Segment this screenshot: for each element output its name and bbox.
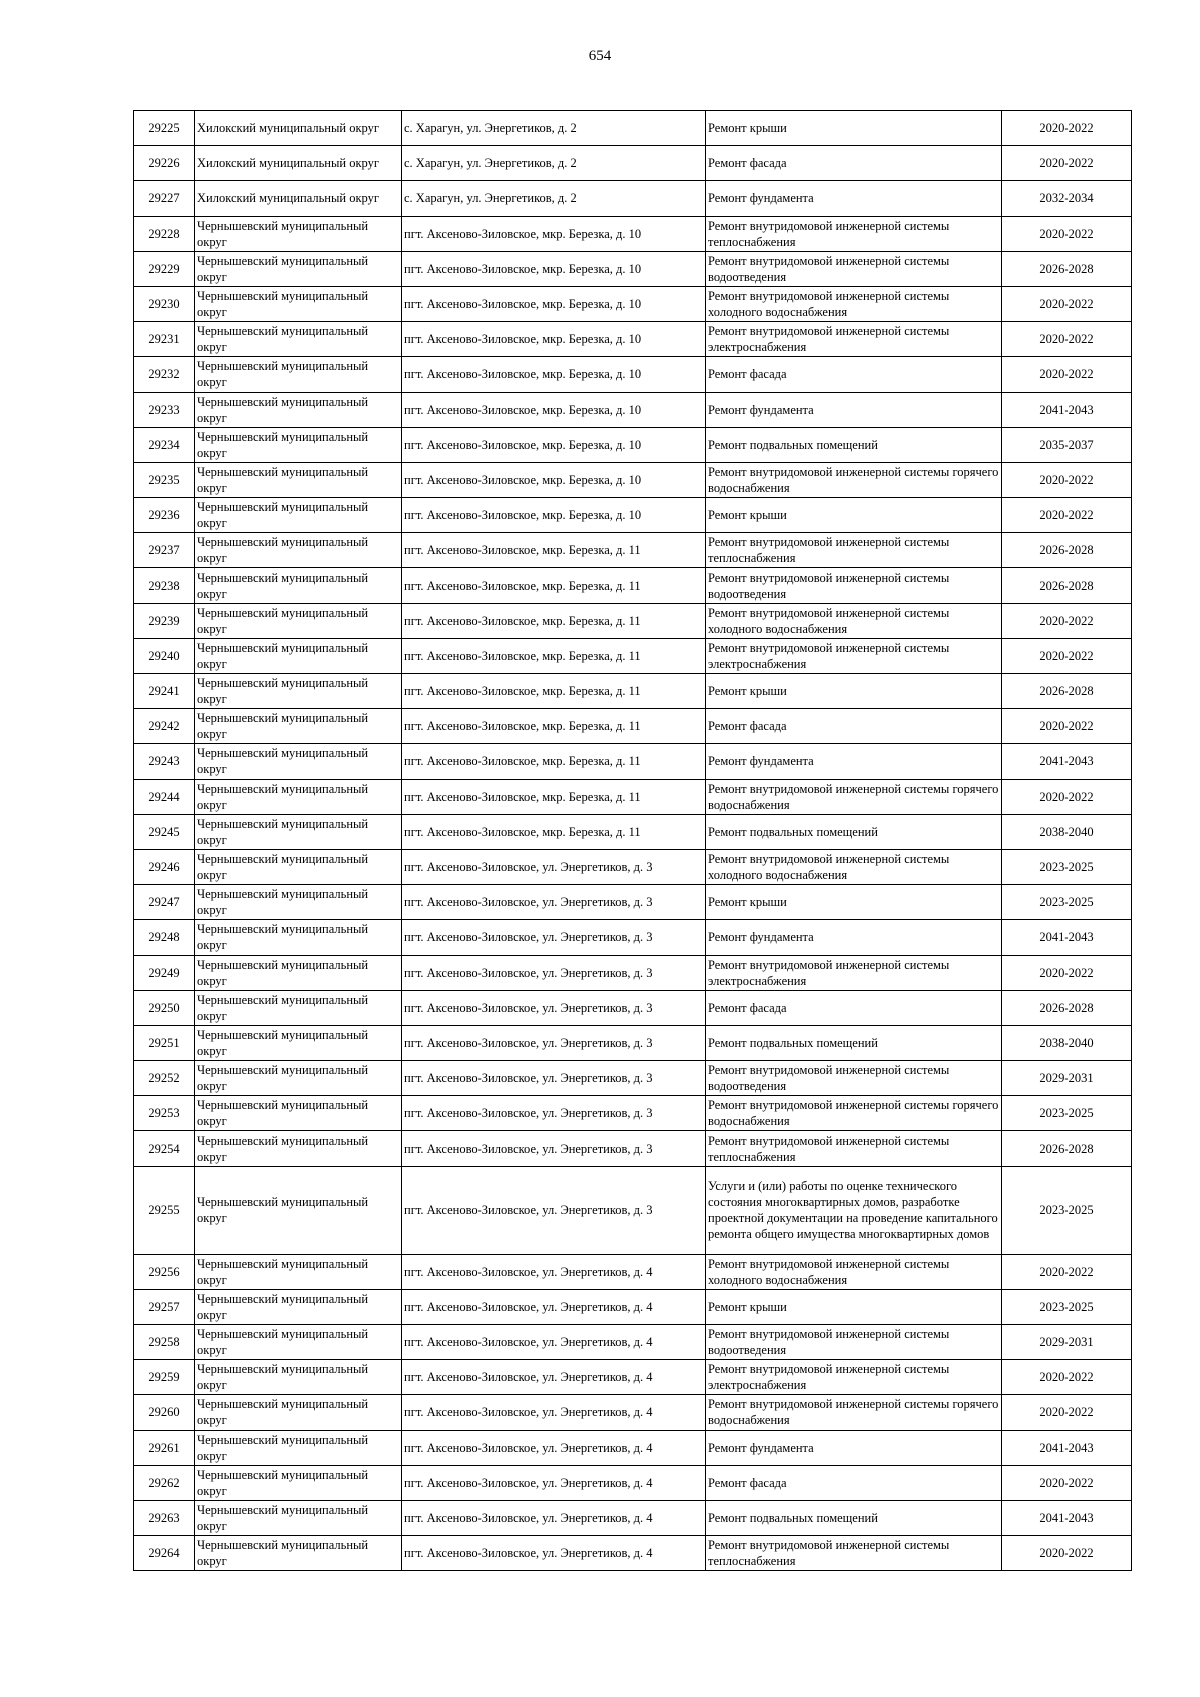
period-cell: 2041-2043 — [1002, 920, 1132, 955]
work-type-cell: Ремонт внутридомовой инженерной системы теплоснабжения — [706, 1536, 1002, 1571]
municipality-cell: Чернышевский муниципальный округ — [195, 1254, 402, 1289]
address-cell: пгт. Аксеново-Зиловское, ул. Энергетиков, д. 3 — [402, 1025, 706, 1060]
work-type-cell: Ремонт фундамента — [706, 744, 1002, 779]
municipality-cell: Чернышевский муниципальный округ — [195, 568, 402, 603]
address-cell: пгт. Аксеново-Зиловское, мкр. Березка, д. 10 — [402, 322, 706, 357]
period-cell: 2026-2028 — [1002, 1131, 1132, 1166]
table-row — [134, 181, 1132, 216]
period-cell: 2020-2022 — [1002, 638, 1132, 673]
row-number-cell: 29239 — [134, 603, 195, 638]
period-cell: 2041-2043 — [1002, 392, 1132, 427]
work-type-cell: Ремонт фасада — [706, 1465, 1002, 1500]
work-type-cell: Ремонт крыши — [706, 1289, 1002, 1324]
municipality-cell: Чернышевский муниципальный округ — [195, 392, 402, 427]
period-cell: 2020-2022 — [1002, 955, 1132, 990]
address-cell: пгт. Аксеново-Зиловское, ул. Энергетиков, д. 3 — [402, 955, 706, 990]
period-cell: 2038-2040 — [1002, 814, 1132, 849]
municipality-cell: Чернышевский муниципальный округ — [195, 251, 402, 286]
address-cell: пгт. Аксеново-Зиловское, ул. Энергетиков, д. 3 — [402, 1131, 706, 1166]
work-type-cell: Ремонт внутридомовой инженерной системы водоотведения — [706, 251, 1002, 286]
period-cell: 2023-2025 — [1002, 849, 1132, 884]
work-type-cell: Ремонт крыши — [706, 885, 1002, 920]
period-cell: 2023-2025 — [1002, 1166, 1132, 1254]
address-cell: пгт. Аксеново-Зиловское, мкр. Березка, д. 11 — [402, 814, 706, 849]
address-cell: с. Харагун, ул. Энергетиков, д. 2 — [402, 181, 706, 216]
municipality-cell: Чернышевский муниципальный округ — [195, 744, 402, 779]
address-cell: пгт. Аксеново-Зиловское, мкр. Березка, д. 10 — [402, 427, 706, 462]
table-row — [134, 920, 1132, 955]
table-row — [134, 1465, 1132, 1500]
work-type-cell: Ремонт внутридомовой инженерной системы горячего водоснабжения — [706, 462, 1002, 497]
work-type-cell: Услуги и (или) работы по оценке технического состояния многоквартирных домов, разработке проектной документации на проведение капитального ремонта общего имущества многоквартирных домов — [706, 1166, 1002, 1254]
table-row — [134, 568, 1132, 603]
address-cell: пгт. Аксеново-Зиловское, ул. Энергетиков, д. 3 — [402, 1096, 706, 1131]
address-cell: с. Харагун, ул. Энергетиков, д. 2 — [402, 111, 706, 146]
work-type-cell: Ремонт подвальных помещений — [706, 814, 1002, 849]
row-number-cell: 29257 — [134, 1289, 195, 1324]
address-cell: пгт. Аксеново-Зиловское, мкр. Березка, д. 10 — [402, 251, 706, 286]
row-number-cell: 29259 — [134, 1360, 195, 1395]
work-type-cell: Ремонт фасада — [706, 357, 1002, 392]
row-number-cell: 29261 — [134, 1430, 195, 1465]
work-type-cell: Ремонт подвальных помещений — [706, 1500, 1002, 1535]
repair-schedule-table — [133, 110, 1132, 1571]
municipality-cell: Чернышевский муниципальный округ — [195, 357, 402, 392]
row-number-cell: 29238 — [134, 568, 195, 603]
table-row — [134, 357, 1132, 392]
address-cell: пгт. Аксеново-Зиловское, ул. Энергетиков, д. 4 — [402, 1289, 706, 1324]
municipality-cell: Чернышевский муниципальный округ — [195, 709, 402, 744]
work-type-cell: Ремонт внутридомовой инженерной системы водоотведения — [706, 1325, 1002, 1360]
row-number-cell: 29247 — [134, 885, 195, 920]
row-number-cell: 29245 — [134, 814, 195, 849]
table-row — [134, 498, 1132, 533]
address-cell: пгт. Аксеново-Зиловское, мкр. Березка, д. 10 — [402, 216, 706, 251]
address-cell: пгт. Аксеново-Зиловское, мкр. Березка, д. 11 — [402, 603, 706, 638]
address-cell: пгт. Аксеново-Зиловское, ул. Энергетиков, д. 4 — [402, 1465, 706, 1500]
table-row — [134, 638, 1132, 673]
table-row — [134, 744, 1132, 779]
address-cell: с. Харагун, ул. Энергетиков, д. 2 — [402, 146, 706, 181]
row-number-cell: 29249 — [134, 955, 195, 990]
address-cell: пгт. Аксеново-Зиловское, ул. Энергетиков, д. 4 — [402, 1536, 706, 1571]
period-cell: 2041-2043 — [1002, 1500, 1132, 1535]
table-row — [134, 1131, 1132, 1166]
period-cell: 2035-2037 — [1002, 427, 1132, 462]
address-cell: пгт. Аксеново-Зиловское, ул. Энергетиков, д. 3 — [402, 885, 706, 920]
table-row — [134, 392, 1132, 427]
row-number-cell: 29234 — [134, 427, 195, 462]
row-number-cell: 29264 — [134, 1536, 195, 1571]
row-number-cell: 29256 — [134, 1254, 195, 1289]
address-cell: пгт. Аксеново-Зиловское, мкр. Березка, д. 11 — [402, 568, 706, 603]
municipality-cell: Чернышевский муниципальный округ — [195, 427, 402, 462]
work-type-cell: Ремонт крыши — [706, 111, 1002, 146]
address-cell: пгт. Аксеново-Зиловское, мкр. Березка, д. 10 — [402, 392, 706, 427]
row-number-cell: 29235 — [134, 462, 195, 497]
address-cell: пгт. Аксеново-Зиловское, ул. Энергетиков, д. 3 — [402, 1166, 706, 1254]
work-type-cell: Ремонт подвальных помещений — [706, 1025, 1002, 1060]
period-cell: 2020-2022 — [1002, 146, 1132, 181]
municipality-cell: Хилокский муниципальный округ — [195, 146, 402, 181]
row-number-cell: 29254 — [134, 1131, 195, 1166]
period-cell: 2029-2031 — [1002, 1325, 1132, 1360]
municipality-cell: Чернышевский муниципальный округ — [195, 1500, 402, 1535]
table-row — [134, 814, 1132, 849]
work-type-cell: Ремонт фундамента — [706, 920, 1002, 955]
municipality-cell: Чернышевский муниципальный округ — [195, 849, 402, 884]
table-row — [134, 1430, 1132, 1465]
period-cell: 2026-2028 — [1002, 674, 1132, 709]
period-cell: 2020-2022 — [1002, 357, 1132, 392]
address-cell: пгт. Аксеново-Зиловское, мкр. Березка, д. 10 — [402, 286, 706, 321]
table-row — [134, 1025, 1132, 1060]
address-cell: пгт. Аксеново-Зиловское, ул. Энергетиков, д. 3 — [402, 920, 706, 955]
period-cell: 2020-2022 — [1002, 498, 1132, 533]
row-number-cell: 29252 — [134, 1061, 195, 1096]
period-cell: 2026-2028 — [1002, 568, 1132, 603]
row-number-cell: 29232 — [134, 357, 195, 392]
work-type-cell: Ремонт внутридомовой инженерной системы теплоснабжения — [706, 1131, 1002, 1166]
municipality-cell: Чернышевский муниципальный округ — [195, 286, 402, 321]
municipality-cell: Чернышевский муниципальный округ — [195, 603, 402, 638]
table-row — [134, 1254, 1132, 1289]
period-cell: 2026-2028 — [1002, 533, 1132, 568]
table-row — [134, 1166, 1132, 1254]
municipality-cell: Чернышевский муниципальный округ — [195, 920, 402, 955]
work-type-cell: Ремонт фасада — [706, 146, 1002, 181]
period-cell: 2020-2022 — [1002, 1360, 1132, 1395]
row-number-cell: 29253 — [134, 1096, 195, 1131]
period-cell: 2020-2022 — [1002, 286, 1132, 321]
period-cell: 2023-2025 — [1002, 1289, 1132, 1324]
period-cell: 2023-2025 — [1002, 1096, 1132, 1131]
municipality-cell: Чернышевский муниципальный округ — [195, 814, 402, 849]
work-type-cell: Ремонт крыши — [706, 498, 1002, 533]
row-number-cell: 29246 — [134, 849, 195, 884]
table-row — [134, 251, 1132, 286]
work-type-cell: Ремонт внутридомовой инженерной системы теплоснабжения — [706, 533, 1002, 568]
row-number-cell: 29260 — [134, 1395, 195, 1430]
municipality-cell: Чернышевский муниципальный округ — [195, 1025, 402, 1060]
municipality-cell: Чернышевский муниципальный округ — [195, 1166, 402, 1254]
row-number-cell: 29262 — [134, 1465, 195, 1500]
address-cell: пгт. Аксеново-Зиловское, ул. Энергетиков, д. 4 — [402, 1254, 706, 1289]
work-type-cell: Ремонт подвальных помещений — [706, 427, 1002, 462]
period-cell: 2020-2022 — [1002, 1395, 1132, 1430]
table-row — [134, 1289, 1132, 1324]
municipality-cell: Чернышевский муниципальный округ — [195, 1061, 402, 1096]
municipality-cell: Чернышевский муниципальный округ — [195, 1395, 402, 1430]
work-type-cell: Ремонт внутридомовой инженерной системы горячего водоснабжения — [706, 1096, 1002, 1131]
address-cell: пгт. Аксеново-Зиловское, мкр. Березка, д. 11 — [402, 533, 706, 568]
address-cell: пгт. Аксеново-Зиловское, ул. Энергетиков, д. 4 — [402, 1395, 706, 1430]
address-cell: пгт. Аксеново-Зиловское, мкр. Березка, д. 11 — [402, 674, 706, 709]
municipality-cell: Чернышевский муниципальный округ — [195, 885, 402, 920]
address-cell: пгт. Аксеново-Зиловское, мкр. Березка, д. 10 — [402, 357, 706, 392]
row-number-cell: 29241 — [134, 674, 195, 709]
period-cell: 2026-2028 — [1002, 251, 1132, 286]
table-row — [134, 111, 1132, 146]
period-cell: 2020-2022 — [1002, 603, 1132, 638]
municipality-cell: Чернышевский муниципальный округ — [195, 1360, 402, 1395]
period-cell: 2020-2022 — [1002, 216, 1132, 251]
municipality-cell: Чернышевский муниципальный округ — [195, 990, 402, 1025]
address-cell: пгт. Аксеново-Зиловское, мкр. Березка, д. 11 — [402, 779, 706, 814]
table-row — [134, 955, 1132, 990]
table-row — [134, 1061, 1132, 1096]
work-type-cell: Ремонт фундамента — [706, 392, 1002, 427]
row-number-cell: 29240 — [134, 638, 195, 673]
municipality-cell: Хилокский муниципальный округ — [195, 111, 402, 146]
row-number-cell: 29231 — [134, 322, 195, 357]
table-row — [134, 322, 1132, 357]
work-type-cell: Ремонт внутридомовой инженерной системы электроснабжения — [706, 638, 1002, 673]
row-number-cell: 29225 — [134, 111, 195, 146]
address-cell: пгт. Аксеново-Зиловское, ул. Энергетиков, д. 4 — [402, 1500, 706, 1535]
municipality-cell: Чернышевский муниципальный округ — [195, 1096, 402, 1131]
period-cell: 2020-2022 — [1002, 779, 1132, 814]
work-type-cell: Ремонт внутридомовой инженерной системы холодного водоснабжения — [706, 1254, 1002, 1289]
table-row — [134, 533, 1132, 568]
row-number-cell: 29236 — [134, 498, 195, 533]
work-type-cell: Ремонт внутридомовой инженерной системы электроснабжения — [706, 955, 1002, 990]
period-cell: 2020-2022 — [1002, 1465, 1132, 1500]
row-number-cell: 29243 — [134, 744, 195, 779]
municipality-cell: Чернышевский муниципальный округ — [195, 498, 402, 533]
table-row — [134, 885, 1132, 920]
period-cell: 2032-2034 — [1002, 181, 1132, 216]
row-number-cell: 29227 — [134, 181, 195, 216]
period-cell: 2041-2043 — [1002, 1430, 1132, 1465]
work-type-cell: Ремонт внутридомовой инженерной системы холодного водоснабжения — [706, 603, 1002, 638]
work-type-cell: Ремонт фасада — [706, 990, 1002, 1025]
table-row — [134, 779, 1132, 814]
municipality-cell: Чернышевский муниципальный округ — [195, 322, 402, 357]
row-number-cell: 29255 — [134, 1166, 195, 1254]
table-row — [134, 462, 1132, 497]
period-cell: 2020-2022 — [1002, 111, 1132, 146]
municipality-cell: Чернышевский муниципальный округ — [195, 779, 402, 814]
address-cell: пгт. Аксеново-Зиловское, мкр. Березка, д. 10 — [402, 462, 706, 497]
address-cell: пгт. Аксеново-Зиловское, мкр. Березка, д. 11 — [402, 744, 706, 779]
period-cell: 2020-2022 — [1002, 709, 1132, 744]
row-number-cell: 29251 — [134, 1025, 195, 1060]
row-number-cell: 29250 — [134, 990, 195, 1025]
period-cell: 2029-2031 — [1002, 1061, 1132, 1096]
work-type-cell: Ремонт фундамента — [706, 181, 1002, 216]
table-row — [134, 603, 1132, 638]
work-type-cell: Ремонт внутридомовой инженерной системы холодного водоснабжения — [706, 849, 1002, 884]
address-cell: пгт. Аксеново-Зиловское, мкр. Березка, д. 11 — [402, 709, 706, 744]
address-cell: пгт. Аксеново-Зиловское, ул. Энергетиков, д. 4 — [402, 1360, 706, 1395]
row-number-cell: 29248 — [134, 920, 195, 955]
table-row — [134, 1395, 1132, 1430]
municipality-cell: Чернышевский муниципальный округ — [195, 1289, 402, 1324]
municipality-cell: Чернышевский муниципальный округ — [195, 1536, 402, 1571]
row-number-cell: 29263 — [134, 1500, 195, 1535]
row-number-cell: 29228 — [134, 216, 195, 251]
row-number-cell: 29233 — [134, 392, 195, 427]
work-type-cell: Ремонт крыши — [706, 674, 1002, 709]
table-row — [134, 709, 1132, 744]
address-cell: пгт. Аксеново-Зиловское, мкр. Березка, д. 10 — [402, 498, 706, 533]
work-type-cell: Ремонт внутридомовой инженерной системы горячего водоснабжения — [706, 1395, 1002, 1430]
row-number-cell: 29230 — [134, 286, 195, 321]
table-row — [134, 674, 1132, 709]
address-cell: пгт. Аксеново-Зиловское, ул. Энергетиков, д. 3 — [402, 1061, 706, 1096]
period-cell: 2038-2040 — [1002, 1025, 1132, 1060]
period-cell: 2023-2025 — [1002, 885, 1132, 920]
municipality-cell: Чернышевский муниципальный округ — [195, 216, 402, 251]
table-row — [134, 1500, 1132, 1535]
address-cell: пгт. Аксеново-Зиловское, мкр. Березка, д. 11 — [402, 638, 706, 673]
table-row — [134, 286, 1132, 321]
address-cell: пгт. Аксеново-Зиловское, ул. Энергетиков, д. 3 — [402, 849, 706, 884]
row-number-cell: 29226 — [134, 146, 195, 181]
municipality-cell: Чернышевский муниципальный округ — [195, 638, 402, 673]
work-type-cell: Ремонт внутридомовой инженерной системы горячего водоснабжения — [706, 779, 1002, 814]
period-cell: 2020-2022 — [1002, 462, 1132, 497]
address-cell: пгт. Аксеново-Зиловское, ул. Энергетиков, д. 3 — [402, 990, 706, 1025]
municipality-cell: Чернышевский муниципальный округ — [195, 1430, 402, 1465]
municipality-cell: Чернышевский муниципальный округ — [195, 674, 402, 709]
row-number-cell: 29244 — [134, 779, 195, 814]
work-type-cell: Ремонт внутридомовой инженерной системы холодного водоснабжения — [706, 286, 1002, 321]
municipality-cell: Чернышевский муниципальный округ — [195, 462, 402, 497]
period-cell: 2020-2022 — [1002, 1254, 1132, 1289]
table-row — [134, 990, 1132, 1025]
table-body — [134, 111, 1132, 1571]
row-number-cell: 29237 — [134, 533, 195, 568]
work-type-cell: Ремонт внутридомовой инженерной системы водоотведения — [706, 568, 1002, 603]
municipality-cell: Чернышевский муниципальный округ — [195, 1131, 402, 1166]
work-type-cell: Ремонт внутридомовой инженерной системы электроснабжения — [706, 322, 1002, 357]
row-number-cell: 29258 — [134, 1325, 195, 1360]
table-row — [134, 216, 1132, 251]
period-cell: 2041-2043 — [1002, 744, 1132, 779]
period-cell: 2026-2028 — [1002, 990, 1132, 1025]
work-type-cell: Ремонт внутридомовой инженерной системы водоотведения — [706, 1061, 1002, 1096]
page-number: 654 — [588, 48, 612, 64]
table-row — [134, 1096, 1132, 1131]
table-row — [134, 1325, 1132, 1360]
municipality-cell: Чернышевский муниципальный округ — [195, 533, 402, 568]
address-cell: пгт. Аксеново-Зиловское, ул. Энергетиков, д. 4 — [402, 1325, 706, 1360]
period-cell: 2020-2022 — [1002, 322, 1132, 357]
municipality-cell: Чернышевский муниципальный округ — [195, 1325, 402, 1360]
work-type-cell: Ремонт фасада — [706, 709, 1002, 744]
work-type-cell: Ремонт внутридомовой инженерной системы теплоснабжения — [706, 216, 1002, 251]
table-row — [134, 849, 1132, 884]
address-cell: пгт. Аксеново-Зиловское, ул. Энергетиков, д. 4 — [402, 1430, 706, 1465]
row-number-cell: 29242 — [134, 709, 195, 744]
table-row — [134, 1536, 1132, 1571]
table-row — [134, 146, 1132, 181]
municipality-cell: Чернышевский муниципальный округ — [195, 955, 402, 990]
work-type-cell: Ремонт внутридомовой инженерной системы электроснабжения — [706, 1360, 1002, 1395]
period-cell: 2020-2022 — [1002, 1536, 1132, 1571]
municipality-cell: Чернышевский муниципальный округ — [195, 1465, 402, 1500]
row-number-cell: 29229 — [134, 251, 195, 286]
table-row — [134, 427, 1132, 462]
municipality-cell: Хилокский муниципальный округ — [195, 181, 402, 216]
work-type-cell: Ремонт фундамента — [706, 1430, 1002, 1465]
table-row — [134, 1360, 1132, 1395]
